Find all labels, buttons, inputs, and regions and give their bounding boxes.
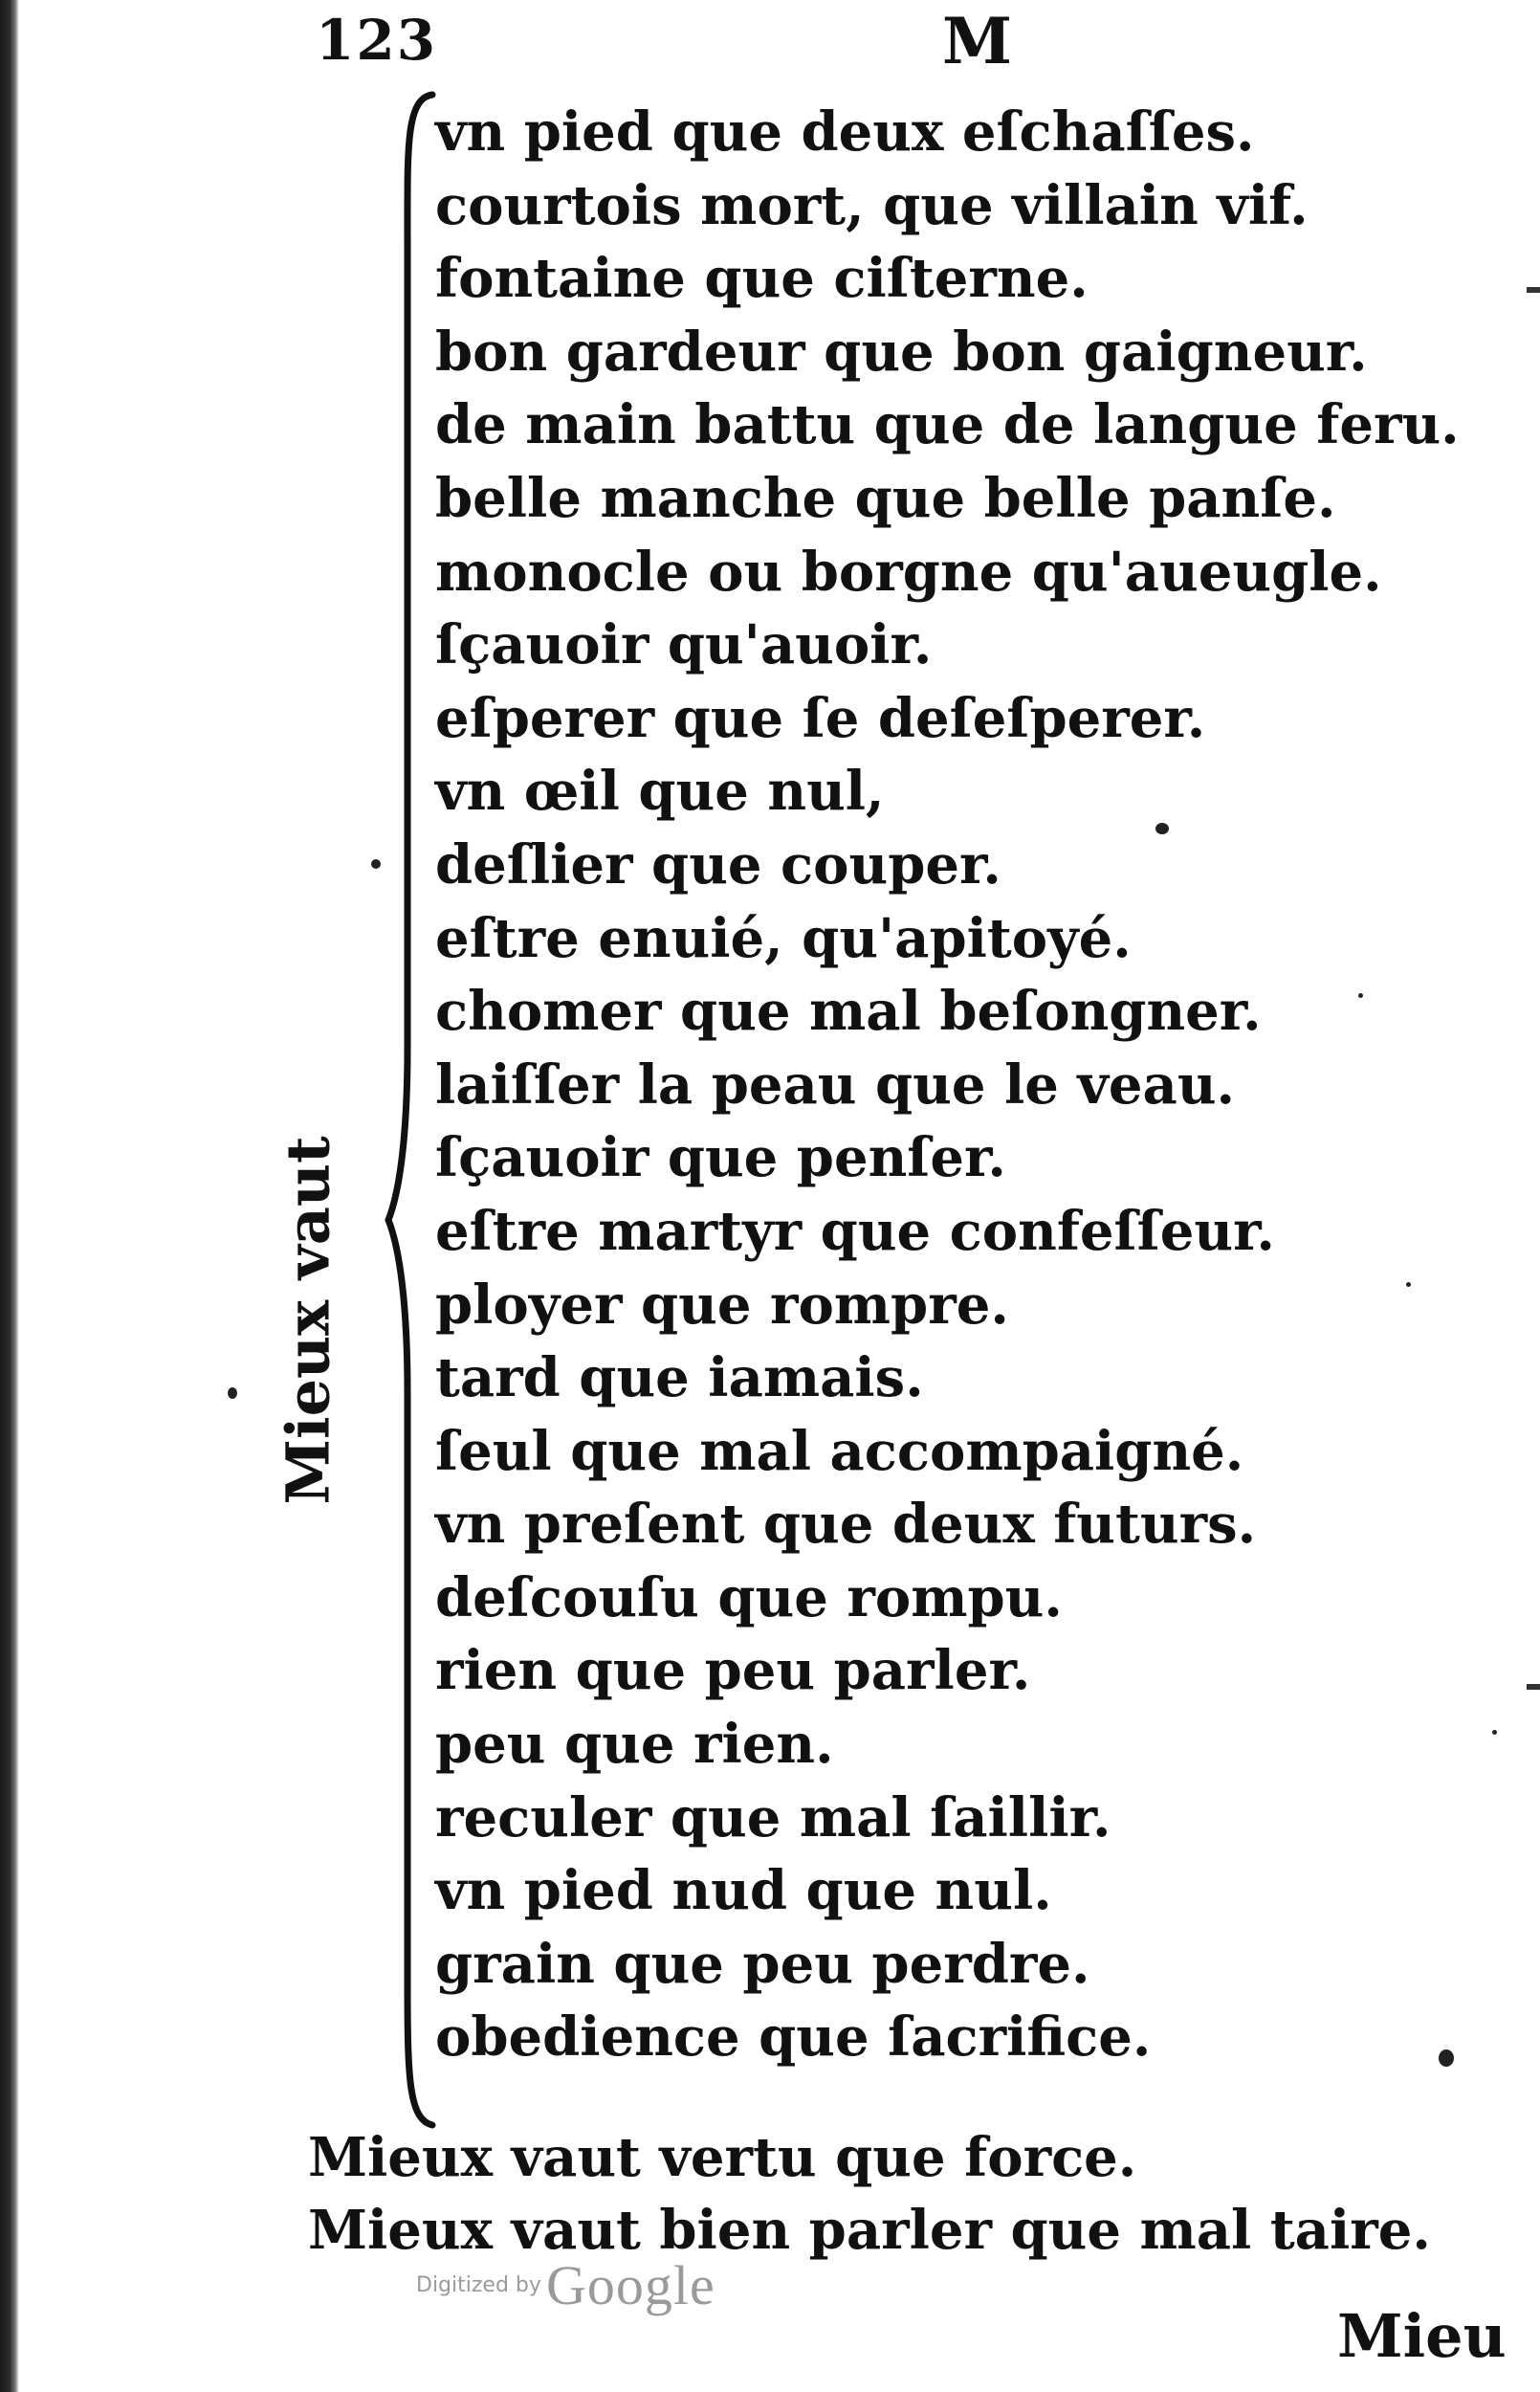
scan-speck xyxy=(228,1387,237,1399)
list-item: laiſſer la peau que le veau. xyxy=(435,1052,1236,1117)
list-item: de main battu que de langue feru. xyxy=(435,393,1460,457)
list-item: deſcouſu que rompu. xyxy=(435,1565,1063,1629)
list-item: vn pied nud que nul. xyxy=(435,1859,1052,1923)
scan-speck xyxy=(1406,1282,1411,1287)
list-item: monocle ou borgne qu'aueugle. xyxy=(435,540,1382,604)
list-item: ſçauoir qu'auoir. xyxy=(435,613,933,677)
digitized-watermark xyxy=(416,2253,715,2317)
list-item: vn preſent que deux futurs. xyxy=(435,1493,1257,1557)
list-item: peu que rien. xyxy=(435,1713,834,1777)
list-item: vn pied que deux eſchaſſes. xyxy=(435,100,1255,164)
list-item: eſperer que ſe deſeſperer. xyxy=(435,686,1206,750)
list-item: reculer que mal ſaillir. xyxy=(435,1785,1111,1849)
list-item: chomer que mal beſongner. xyxy=(435,980,1262,1044)
list-item: ſeul que mal accompaigné. xyxy=(435,1419,1244,1483)
list-item: eſtre martyr que confeſſeur. xyxy=(435,1199,1275,1263)
google-logo: Google xyxy=(546,2254,715,2316)
full-proverb-line: Mieux vaut bien parler que mal taire. xyxy=(308,2199,1431,2262)
scan-speck xyxy=(1492,1730,1497,1735)
list-item: bon gardeur que bon gaigneur. xyxy=(435,320,1368,384)
proverb-list xyxy=(435,96,1460,2074)
list-item: tard que iamais. xyxy=(435,1346,924,1410)
list-item: eſtre enuié, qu'apitoyé. xyxy=(435,906,1132,970)
running-head: M xyxy=(942,4,1013,78)
side-label-text: Mieux vaut xyxy=(273,1136,343,1505)
watermark-prefix: Digitized by xyxy=(416,2273,541,2297)
list-item: fontaine que ciſterne. xyxy=(435,247,1089,311)
list-item: obedience que ſacrifice. xyxy=(435,2005,1152,2070)
scan-speck xyxy=(1155,823,1169,834)
scan-speck xyxy=(371,859,381,869)
page-number: 123 xyxy=(316,8,438,73)
list-item: vn œil que nul, xyxy=(435,760,885,824)
list-item: rien que peu parler. xyxy=(435,1639,1031,1703)
list-item: deſlier que couper. xyxy=(435,832,1001,897)
list-item: courtois mort, que villain vif. xyxy=(435,173,1309,237)
binding-gutter xyxy=(0,0,19,2392)
scan-speck xyxy=(1358,993,1363,998)
scan-speck xyxy=(1439,2049,1454,2067)
list-item: ſçauoir que penſer. xyxy=(435,1126,1006,1190)
scan-edge-mark xyxy=(1527,287,1540,293)
catchword: Mieu xyxy=(1337,2301,1507,2371)
list-item: grain que peu perdre. xyxy=(435,1932,1090,1996)
full-proverb-line: Mieux vaut vertu que force. xyxy=(308,2126,1137,2189)
scan-edge-mark xyxy=(1527,1684,1540,1690)
curly-brace xyxy=(383,91,440,2129)
list-item: belle manche que belle panſe. xyxy=(435,466,1336,530)
list-item: ployer que rompre. xyxy=(435,1273,1009,1337)
